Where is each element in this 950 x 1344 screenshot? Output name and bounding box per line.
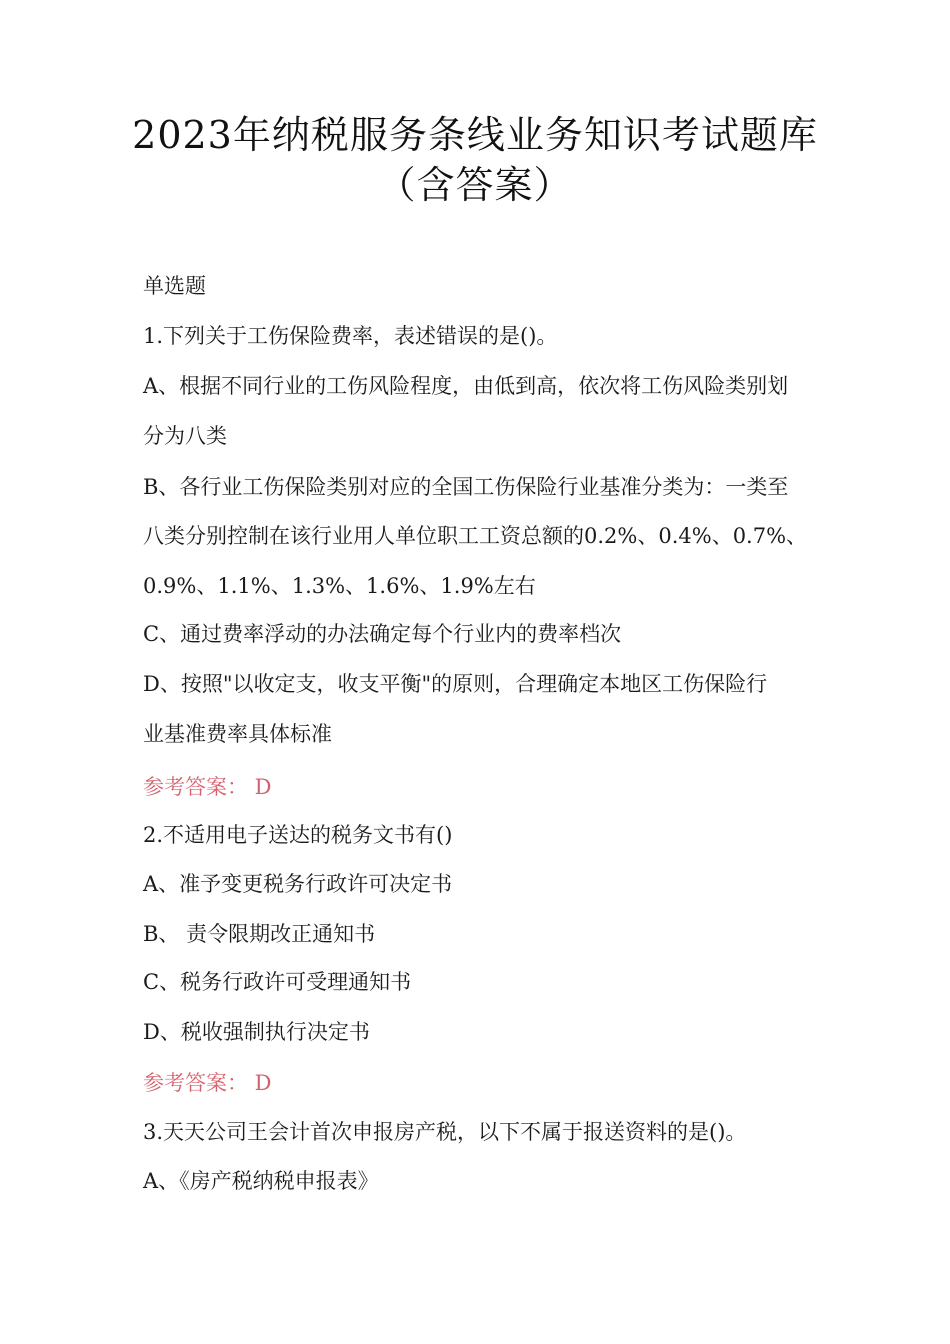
question-1-option-b-line-2: 八类分别控制在该行业用人单位职工工资总额的0.2%、0.4%、0.7%、	[143, 524, 808, 548]
question-2-option-b: B、 责令限期改正通知书	[143, 922, 376, 946]
question-1-option-d-line-2: 业基准费率具体标准	[143, 722, 332, 746]
document-title: 2023年纳税服务条线业务知识考试题库	[132, 113, 818, 157]
section-label: 单选题	[143, 274, 206, 298]
question-2-option-c: C、税务行政许可受理通知书	[143, 970, 412, 994]
question-3-option-a: A、《房产税纳税申报表》	[143, 1169, 379, 1193]
question-1-option-b-line-3: 0.9%、1.1%、1.3%、1.6%、1.9%左右	[143, 574, 536, 598]
question-1-option-a-line-2: 分为八类	[143, 424, 227, 448]
document-subtitle: （含答案）	[377, 163, 573, 207]
question-1-option-d-line-1: D、按照"以收定支，收支平衡"的原则，合理确定本地区工伤保险行	[143, 672, 768, 696]
question-2-option-d: D、税收强制执行决定书	[143, 1020, 370, 1044]
question-3-stem: 3.天天公司王会计首次申报房产税，以下不属于报送资料的是()。	[143, 1120, 747, 1144]
question-1-option-c: C、通过费率浮动的办法确定每个行业内的费率档次	[143, 622, 622, 646]
question-2-answer: 参考答案： D	[143, 1071, 272, 1095]
question-1-option-a-line-1: A、根据不同行业的工伤风险程度，由低到高，依次将工伤风险类别划	[143, 374, 789, 398]
question-1-stem: 1.下列关于工伤保险费率，表述错误的是()。	[143, 324, 558, 348]
question-2-option-a: A、准予变更税务行政许可决定书	[143, 872, 453, 896]
question-1-answer: 参考答案： D	[143, 775, 272, 799]
question-1-option-b-line-1: B、各行业工伤保险类别对应的全国工伤保险行业基准分类为：一类至	[143, 475, 789, 499]
question-2-stem: 2.不适用电子送达的税务文书有()	[143, 823, 453, 847]
